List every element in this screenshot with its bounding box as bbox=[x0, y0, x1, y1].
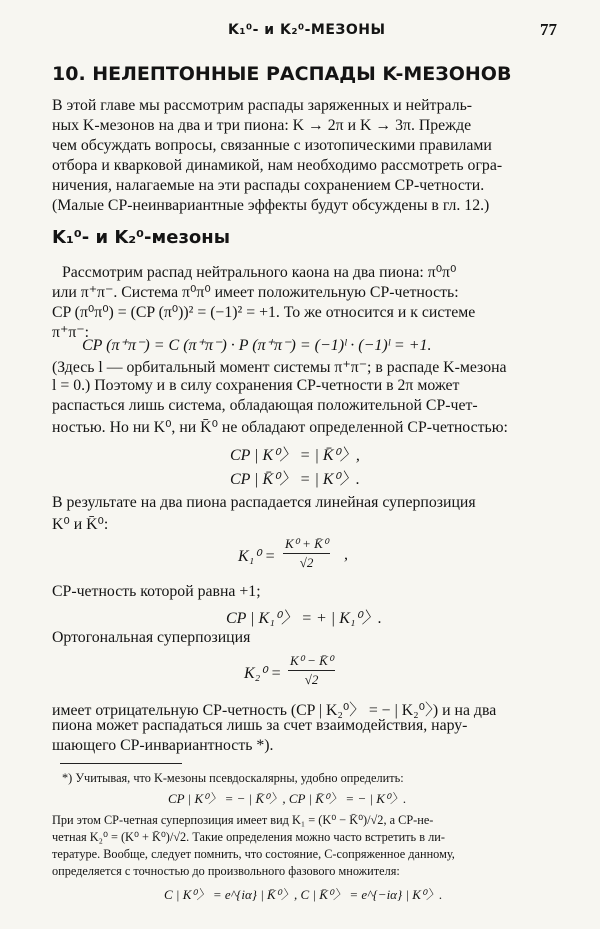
para1-line: Рассмотрим распад нейтрального каона на два пиона: π⁰π⁰ bbox=[62, 264, 457, 281]
page-number: 77 bbox=[540, 20, 557, 39]
para6-line: шающего CP-инвариантность *). bbox=[52, 737, 274, 754]
equation-cp-k1: CP | K₁⁰〉 = + | K₁⁰〉. bbox=[226, 610, 382, 627]
para1-line: π⁺π⁻: bbox=[52, 324, 90, 341]
footnote-line: *) Учитывая, что K-мезоны псевдоскалярны, удобно определить: bbox=[62, 771, 404, 785]
footnote-line: определяется с точностью до произвольного фазового множителя: bbox=[52, 864, 400, 878]
equation-cp-k0bar: CP | K̄⁰〉 = | K⁰〉. bbox=[230, 471, 360, 488]
intro-line: В этой главе мы рассмотрим распады заряженных и нейтраль- bbox=[52, 97, 473, 114]
equation-k1-fraction bbox=[283, 536, 330, 571]
fraction-numerator: K⁰ − K̄⁰ bbox=[288, 653, 335, 671]
para3-line: В результате на два пиона распадается линейная суперпозиция bbox=[52, 494, 476, 511]
para6-line: имеет отрицательную CP-четность (CP | K₂⁰〉 = − | K₂⁰〉) и на два bbox=[52, 702, 497, 719]
intro-line: (Малые CP-неинвариантные эффекты будут обсуждены в гл. 12.) bbox=[52, 197, 490, 214]
para1-line: CP (π⁰π⁰) = (CP (π⁰))² = (−1)² = +1. То же относится и к системе bbox=[52, 304, 476, 321]
para6-line: пиона может распадаться лишь за счет взаимодействия, нару- bbox=[52, 717, 468, 734]
para2-line: (Здесь l — орбитальный момент системы π⁺π⁻; в распаде K-мезона bbox=[52, 359, 507, 376]
equation-comma: , bbox=[344, 546, 348, 563]
para1-line: или π⁺π⁻. Система π⁰π⁰ имеет положительную CP-четность: bbox=[52, 284, 459, 301]
para5-line: Ортогональная суперпозиция bbox=[52, 629, 251, 646]
para3-line: K⁰ и K̄⁰: bbox=[52, 516, 109, 533]
equation-cp-pipi: CP (π⁺π⁻) = C (π⁺π⁻) · P (π⁺π⁻) = (−1)ˡ · (−1)ˡ = +1. bbox=[82, 337, 432, 354]
intro-line: ничения, налагаемые на эти распады сохранением CP-четности. bbox=[52, 177, 485, 194]
footnote-line: При этом CP-четная суперпозиция имеет вид K₁ = (K⁰ − K̄⁰)/√2, а CP-не- bbox=[52, 813, 434, 827]
intro-line: отбора и кварковой динамикой, нам необходимо рассмотреть огра- bbox=[52, 157, 503, 174]
fraction-numerator: K⁰ + K̄⁰ bbox=[283, 536, 330, 554]
section-title: K₁⁰- и K₂⁰-мезоны bbox=[52, 227, 230, 248]
equation-cp-k0: CP | K⁰〉 = | K̄⁰〉, bbox=[230, 447, 360, 464]
running-title: K₁⁰- и K₂⁰-МЕЗОНЫ bbox=[228, 22, 386, 38]
para2-line: ностью. Но ни K⁰, ни K̄⁰ не обладают определенной CP-четностью: bbox=[52, 419, 508, 436]
para2-line: l = 0.) Поэтому и в силу сохранения CP-четности в 2π может bbox=[52, 377, 460, 394]
footnote-line: тературе. Вообще, следует помнить, что состояние, C-сопряженное данному, bbox=[52, 847, 455, 861]
chapter-title: 10. НЕЛЕПТОННЫЕ РАСПАДЫ K-МЕЗОНОВ bbox=[52, 63, 512, 85]
para4-line: CP-четность которой равна +1; bbox=[52, 583, 261, 600]
fraction-denominator: √2 bbox=[299, 555, 314, 570]
equation-k2-fraction bbox=[288, 653, 335, 688]
footnote-equation-cp: CP | K⁰〉 = − | K̄⁰〉, CP | K̄⁰〉 = − | K⁰〉. bbox=[168, 791, 407, 806]
fraction-denominator: √2 bbox=[304, 672, 319, 687]
footnote-line: четная K₂⁰ = (K⁰ + K̄⁰)/√2. Такие определения можно часто встретить в ли- bbox=[52, 830, 445, 844]
equation-k2-lhs: K₂⁰ = bbox=[244, 665, 282, 682]
footnote-divider bbox=[60, 763, 182, 764]
footnote-equation-c: C | K⁰〉 = e^{iα} | K̄⁰〉, C | K̄⁰〉 = e^{−iα} | K⁰〉. bbox=[164, 887, 443, 902]
intro-line: чем обсуждать вопросы, связанные с изотопическими правилами bbox=[52, 137, 492, 154]
equation-k1-lhs: K₁⁰ = bbox=[238, 548, 276, 565]
intro-line: ных K-мезонов на два и три пиона: K → 2π и K → 3π. Прежде bbox=[52, 117, 472, 134]
para2-line: распасться лишь система, обладающая положительной CP-чет- bbox=[52, 397, 478, 414]
